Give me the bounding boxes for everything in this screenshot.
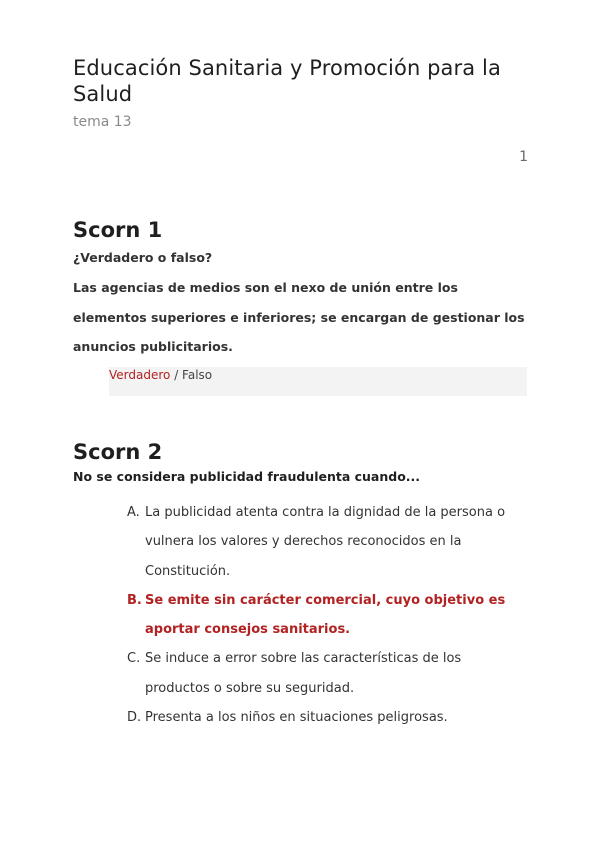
option-letter: C. <box>127 651 141 667</box>
option-text: Se induce a error sobre las características de los productos o sobre su seguridad. <box>145 651 462 696</box>
answer-separator: / <box>170 368 183 382</box>
scorn2-heading: Scorn 2 <box>73 440 163 464</box>
option-text: Se emite sin carácter comercial, cuyo objetivo es aportar consejos sanitarios. <box>145 592 506 638</box>
page-number: 1 <box>519 149 528 165</box>
option-c <box>120 644 530 703</box>
scorn2-options-list <box>120 498 530 732</box>
document-subtitle: tema 13 <box>73 114 132 130</box>
option-text: Presenta a los niños en situaciones peligrosas. <box>145 710 448 726</box>
answer-false: Falso <box>182 368 213 382</box>
document-title: Educación Sanitaria y Promoción para la Salud <box>73 56 501 106</box>
option-text: La publicidad atenta contra la dignidad de la persona o vulnera los valores y derechos reconocidos en la Constitución. <box>145 505 506 579</box>
scorn1-heading: Scorn 1 <box>73 218 163 242</box>
option-letter: D. <box>127 710 142 726</box>
option-letter: A. <box>127 505 140 520</box>
scorn2-question-text: No se considera publicidad fraudulenta cuando... <box>73 469 421 484</box>
option-b-correct <box>120 586 530 645</box>
option-a <box>120 498 530 586</box>
option-d <box>120 703 530 732</box>
scorn1-question-text: Las agencias de medios son el nexo de unión entre los elementos superiores e inferiores; se encargan de gestionar los anuncios publicitarios. <box>73 280 525 354</box>
scorn1-question-type: ¿Verdadero o falso? <box>73 250 213 265</box>
option-letter: B. <box>127 592 142 608</box>
answer-true: Verdadero <box>109 368 171 382</box>
scorn1-answer-box <box>109 367 527 396</box>
